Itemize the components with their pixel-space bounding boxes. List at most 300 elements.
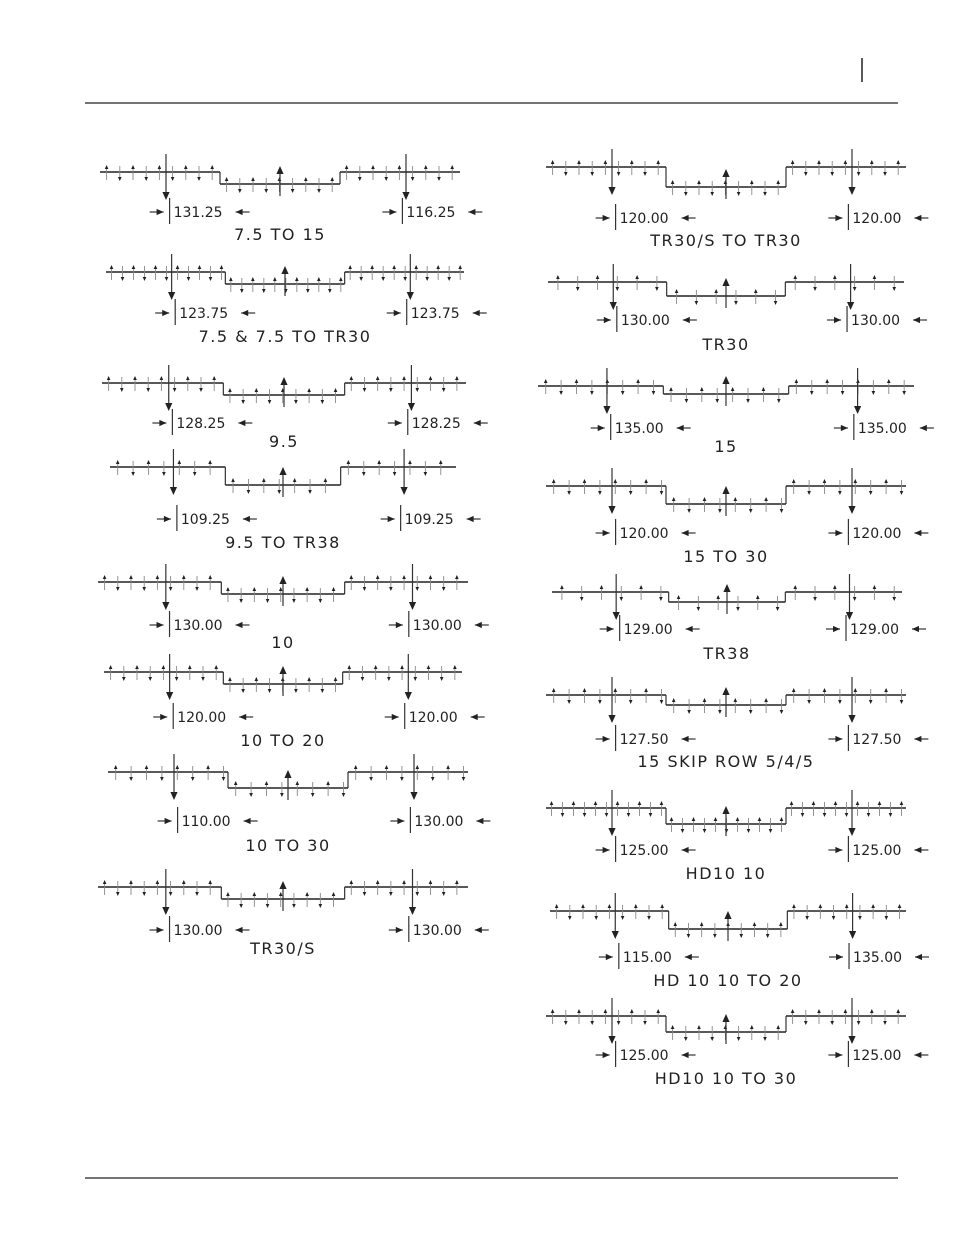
row-unit-tick-left-marker xyxy=(556,275,560,279)
row-unit-tick-right-marker xyxy=(455,575,459,579)
row-unit-tick-left-marker xyxy=(568,916,572,920)
row-unit-tick-right-marker xyxy=(345,165,349,169)
row-unit-tick-left-marker xyxy=(129,777,133,781)
row-unit-tick-center-marker xyxy=(334,677,338,681)
diagrams-layer xyxy=(98,149,934,1088)
right-dimension-arrow-in xyxy=(841,425,848,431)
row-unit-tick-center-marker xyxy=(780,710,784,714)
row-unit-tick-right-marker xyxy=(442,388,446,392)
row-unit-tick-right-marker xyxy=(873,585,877,589)
spacing-diagram xyxy=(546,790,928,883)
row-unit-tick-center-marker xyxy=(239,599,243,603)
row-unit-tick-left-marker xyxy=(171,177,175,181)
row-unit-tick-left-marker xyxy=(620,597,624,601)
left-dimension-arrow-out xyxy=(682,530,689,536)
row-unit-tick-center-marker xyxy=(673,922,677,926)
row-unit-tick-right-marker xyxy=(402,575,406,579)
spacing-diagram xyxy=(110,449,481,552)
row-unit-tick-center-marker xyxy=(776,180,780,184)
row-unit-tick-left-marker xyxy=(551,160,555,164)
row-unit-tick-right-marker xyxy=(830,1021,834,1025)
row-unit-tick-right-marker xyxy=(347,460,351,464)
row-unit-tick-center-marker xyxy=(703,829,707,833)
row-unit-tick-left-marker xyxy=(198,265,202,269)
row-unit-tick-right-marker xyxy=(414,265,418,269)
right-dimension-value: 135.00 xyxy=(857,421,907,437)
row-unit-tick-right-marker xyxy=(858,916,862,920)
row-unit-tick-left-marker xyxy=(132,265,136,269)
row-unit-tick-left-marker xyxy=(107,376,111,380)
diagram-caption: 15 xyxy=(714,437,738,456)
row-unit-tick-right-marker xyxy=(447,277,451,281)
left-dimension-arrow-in xyxy=(598,425,605,431)
row-unit-tick-center-marker xyxy=(697,180,701,184)
row-unit-tick-center-marker xyxy=(247,490,251,494)
row-unit-tick-right-marker xyxy=(363,892,367,896)
hitch-arrow xyxy=(722,278,729,286)
right-dimension-arrow-in xyxy=(389,209,396,215)
row-unit-tick-center-marker xyxy=(753,922,757,926)
right-dimension-arrow-in xyxy=(396,622,403,628)
row-unit-tick-left-marker xyxy=(567,491,571,495)
row-unit-tick-center-marker xyxy=(734,497,738,501)
right-dimension-arrow-in xyxy=(835,847,842,853)
row-unit-tick-center-marker xyxy=(265,781,269,785)
row-unit-tick-right-marker xyxy=(870,1009,874,1013)
row-unit-tick-right-marker xyxy=(896,1009,900,1013)
row-unit-tick-center-marker xyxy=(739,934,743,938)
row-unit-tick-right-marker xyxy=(458,265,462,269)
row-unit-tick-left-marker xyxy=(131,165,135,169)
left-dimension-value: 128.25 xyxy=(176,416,226,432)
row-unit-tick-center-marker xyxy=(780,509,784,513)
row-unit-tick-right-marker xyxy=(807,491,811,495)
row-unit-tick-center-marker xyxy=(317,189,321,193)
row-unit-tick-left-marker xyxy=(173,388,177,392)
row-unit-tick-center-marker xyxy=(305,587,309,591)
right-dimension-arrow-out xyxy=(476,818,483,824)
row-unit-tick-left-marker xyxy=(142,587,146,591)
left-dimension-arrow-in xyxy=(159,420,166,426)
diagram-caption: TR30 xyxy=(702,335,750,354)
row-unit-tick-right-marker xyxy=(853,287,857,291)
row-unit-tick-right-marker xyxy=(857,1021,861,1025)
row-unit-tick-left-marker xyxy=(605,813,609,817)
row-unit-tick-left-marker xyxy=(600,585,604,589)
left-dimension-arrow-in xyxy=(607,626,614,632)
row-unit-tick-center-marker xyxy=(293,478,297,482)
row-unit-tick-left-marker xyxy=(186,376,190,380)
row-unit-tick-left-marker xyxy=(197,177,201,181)
row-unit-tick-center-marker xyxy=(266,599,270,603)
right-dimension-value: 116.25 xyxy=(406,205,456,221)
row-unit-tick-left-marker xyxy=(122,677,126,681)
left-dimension-value: 120.00 xyxy=(619,211,669,227)
row-unit-tick-left-marker xyxy=(158,165,162,169)
row-unit-tick-left-marker xyxy=(116,587,120,591)
row-unit-tick-right-marker xyxy=(431,777,435,781)
row-unit-tick-left-marker xyxy=(195,587,199,591)
right-dimension-arrow-in xyxy=(397,818,404,824)
row-unit-tick-left-marker xyxy=(617,1021,621,1025)
row-unit-tick-left-marker xyxy=(199,388,203,392)
right-marker-arrow xyxy=(405,692,412,700)
right-dimension-arrow-out xyxy=(913,317,920,323)
row-unit-tick-left-marker xyxy=(656,1009,660,1013)
right-dimension-value: 109.25 xyxy=(404,512,454,528)
row-unit-tick-right-marker xyxy=(362,472,366,476)
hitch-arrow xyxy=(722,486,729,494)
row-unit-tick-center-marker xyxy=(332,587,336,591)
hitch-arrow xyxy=(284,770,291,778)
row-unit-tick-left-marker xyxy=(590,391,594,395)
right-dimension-value: 120.00 xyxy=(852,211,902,227)
row-unit-tick-center-marker xyxy=(736,817,740,821)
row-unit-tick-left-marker xyxy=(118,177,122,181)
row-unit-tick-left-marker xyxy=(649,813,653,817)
row-unit-tick-right-marker xyxy=(369,777,373,781)
row-unit-tick-right-marker xyxy=(347,665,351,669)
row-unit-tick-center-marker xyxy=(234,781,238,785)
row-unit-tick-center-marker xyxy=(769,829,773,833)
row-unit-tick-right-marker xyxy=(374,665,378,669)
left-marker-arrow xyxy=(170,487,177,495)
spacing-diagram xyxy=(548,264,927,354)
spacing-diagram xyxy=(546,998,928,1088)
row-unit-tick-center-marker xyxy=(308,490,312,494)
row-unit-tick-center-marker xyxy=(763,192,767,196)
row-unit-tick-right-marker xyxy=(892,597,896,601)
row-unit-tick-right-marker xyxy=(896,160,900,164)
row-unit-tick-left-marker xyxy=(564,172,568,176)
row-unit-tick-right-marker xyxy=(348,265,352,269)
row-unit-tick-right-marker xyxy=(436,265,440,269)
row-unit-tick-left-marker xyxy=(575,379,579,383)
row-unit-tick-left-marker xyxy=(580,597,584,601)
left-marker-arrow xyxy=(612,931,619,939)
left-dimension-arrow-in xyxy=(603,1052,610,1058)
row-unit-tick-center-marker xyxy=(718,710,722,714)
right-dimension-arrow-in xyxy=(834,317,841,323)
diagram-caption: TR38 xyxy=(703,644,751,663)
row-unit-tick-right-marker xyxy=(427,665,431,669)
row-unit-tick-right-marker xyxy=(884,479,888,483)
row-unit-tick-left-marker xyxy=(195,892,199,896)
row-unit-tick-right-marker xyxy=(402,376,406,380)
row-unit-tick-right-marker xyxy=(453,665,457,669)
row-unit-tick-right-marker xyxy=(854,688,858,692)
row-unit-tick-right-marker xyxy=(437,177,441,181)
row-unit-tick-right-marker xyxy=(873,275,877,279)
row-unit-tick-left-marker xyxy=(560,585,564,589)
right-marker-arrow xyxy=(848,828,855,836)
hitch-arrow xyxy=(722,1014,729,1022)
right-marker-arrow xyxy=(402,192,409,200)
left-dimension-arrow-out xyxy=(244,818,251,824)
row-unit-tick-right-marker xyxy=(376,880,380,884)
row-unit-tick-left-marker xyxy=(561,813,565,817)
row-unit-tick-left-marker xyxy=(627,813,631,817)
row-unit-tick-left-marker xyxy=(206,765,210,769)
row-unit-tick-right-marker xyxy=(817,1009,821,1013)
row-unit-tick-center-marker xyxy=(756,595,760,599)
row-unit-tick-left-marker xyxy=(590,172,594,176)
right-dimension-arrow-out xyxy=(475,927,482,933)
hitch-arrow xyxy=(279,576,286,584)
row-unit-tick-right-marker xyxy=(810,391,814,395)
row-unit-tick-center-marker xyxy=(731,387,735,391)
left-marker-arrow xyxy=(608,506,615,514)
hitch-arrow xyxy=(276,166,283,174)
right-marker-arrow xyxy=(849,931,856,939)
row-unit-tick-left-marker xyxy=(208,460,212,464)
right-dimension-arrow-out xyxy=(914,530,921,536)
row-unit-tick-center-marker xyxy=(226,892,230,896)
left-marker-arrow xyxy=(613,612,620,620)
diagram-caption: 9.5 xyxy=(269,432,299,451)
row-unit-tick-right-marker xyxy=(793,585,797,589)
diagram-caption: HD 10 10 TO 20 xyxy=(653,971,803,990)
row-unit-tick-left-marker xyxy=(103,880,107,884)
left-dimension-value: 125.00 xyxy=(619,1048,669,1064)
row-unit-tick-left-marker xyxy=(616,287,620,291)
row-unit-tick-left-marker xyxy=(621,916,625,920)
right-dimension-value: 128.25 xyxy=(411,416,461,432)
diagram-caption: HD10 10 xyxy=(685,864,767,883)
right-marker-arrow xyxy=(848,1036,855,1044)
row-unit-tick-center-marker xyxy=(238,189,242,193)
right-dimension-arrow-out xyxy=(914,736,921,742)
row-unit-tick-center-marker xyxy=(703,497,707,501)
row-unit-tick-center-marker xyxy=(700,922,704,926)
row-unit-tick-center-marker xyxy=(251,277,255,281)
spacing-diagram xyxy=(550,893,929,990)
row-unit-tick-right-marker xyxy=(429,880,433,884)
row-unit-tick-left-marker xyxy=(594,801,598,805)
right-dimension-arrow-out xyxy=(914,215,921,221)
row-unit-tick-left-marker xyxy=(552,479,556,483)
row-unit-tick-center-marker xyxy=(342,793,346,797)
row-unit-tick-right-marker xyxy=(791,1009,795,1013)
row-unit-tick-left-marker xyxy=(564,1021,568,1025)
left-dimension-arrow-in xyxy=(157,622,164,628)
row-unit-tick-left-marker xyxy=(182,880,186,884)
left-dimension-value: 129.00 xyxy=(623,622,673,638)
row-unit-tick-left-marker xyxy=(590,1021,594,1025)
row-unit-tick-right-marker xyxy=(363,587,367,591)
row-unit-tick-center-marker xyxy=(279,892,283,896)
row-unit-tick-right-marker xyxy=(384,177,388,181)
row-unit-tick-center-marker xyxy=(319,904,323,908)
row-unit-tick-left-marker xyxy=(583,688,587,692)
right-dimension-arrow-out xyxy=(920,425,927,431)
left-dimension-arrow-out xyxy=(238,420,245,426)
row-unit-tick-right-marker xyxy=(844,1009,848,1013)
row-unit-tick-left-marker xyxy=(639,585,643,589)
row-unit-tick-left-marker xyxy=(210,165,214,169)
row-unit-tick-center-marker xyxy=(700,387,704,391)
row-unit-tick-center-marker xyxy=(736,607,740,611)
row-unit-tick-left-marker xyxy=(617,172,621,176)
hitch-arrow xyxy=(280,377,287,385)
row-unit-tick-right-marker xyxy=(819,904,823,908)
left-marker-arrow xyxy=(170,792,177,800)
diagram-caption: 10 xyxy=(271,633,295,652)
left-marker-arrow xyxy=(610,302,617,310)
right-dimension-arrow-in xyxy=(392,714,399,720)
row-unit-tick-left-marker xyxy=(652,391,656,395)
left-dimension-arrow-in xyxy=(164,516,171,522)
row-unit-tick-left-marker xyxy=(614,479,618,483)
row-unit-tick-center-marker xyxy=(714,289,718,293)
right-dimension-arrow-out xyxy=(468,209,475,215)
row-unit-tick-right-marker xyxy=(429,575,433,579)
row-unit-tick-right-marker xyxy=(841,391,845,395)
row-unit-tick-right-marker xyxy=(869,700,873,704)
row-unit-tick-right-marker xyxy=(883,172,887,176)
row-unit-tick-center-marker xyxy=(697,1025,701,1029)
row-unit-tick-right-marker xyxy=(823,813,827,817)
row-unit-tick-left-marker xyxy=(220,265,224,269)
row-unit-tick-right-marker xyxy=(429,376,433,380)
row-unit-tick-right-marker xyxy=(823,688,827,692)
row-unit-tick-right-marker xyxy=(455,880,459,884)
row-unit-tick-right-marker xyxy=(354,765,358,769)
right-marker-arrow xyxy=(410,792,417,800)
row-unit-tick-center-marker xyxy=(255,388,259,392)
left-marker-arrow xyxy=(608,715,615,723)
row-unit-tick-left-marker xyxy=(643,172,647,176)
left-dimension-arrow-in xyxy=(604,317,611,323)
right-dimension-arrow-out xyxy=(467,516,474,522)
row-unit-tick-right-marker xyxy=(792,904,796,908)
row-unit-tick-right-marker xyxy=(830,172,834,176)
row-unit-tick-left-marker xyxy=(555,904,559,908)
row-unit-tick-center-marker xyxy=(307,677,311,681)
row-unit-tick-right-marker xyxy=(371,165,375,169)
right-dimension-value: 130.00 xyxy=(414,814,464,830)
right-marker-arrow xyxy=(409,907,416,915)
row-unit-tick-left-marker xyxy=(544,379,548,383)
left-dimension-arrow-out xyxy=(243,516,250,522)
row-unit-tick-right-marker xyxy=(400,665,404,669)
row-unit-tick-center-marker xyxy=(294,689,298,693)
row-unit-tick-right-marker xyxy=(791,160,795,164)
left-dimension-value: 109.25 xyxy=(180,512,230,528)
row-unit-tick-left-marker xyxy=(175,677,179,681)
spacing-diagram xyxy=(102,365,488,451)
row-unit-tick-left-marker xyxy=(604,1009,608,1013)
row-unit-tick-right-marker xyxy=(900,700,904,704)
row-unit-tick-right-marker xyxy=(805,916,809,920)
left-dimension-value: 110.00 xyxy=(181,814,231,830)
row-unit-tick-center-marker xyxy=(677,595,681,599)
row-unit-tick-right-marker xyxy=(358,177,362,181)
row-unit-tick-right-marker xyxy=(813,287,817,291)
row-unit-tick-left-marker xyxy=(577,1009,581,1013)
row-unit-tick-right-marker xyxy=(440,677,444,681)
row-unit-tick-right-marker xyxy=(845,813,849,817)
right-marker-arrow xyxy=(409,602,416,610)
row-unit-tick-left-marker xyxy=(660,700,664,704)
row-unit-tick-right-marker xyxy=(349,575,353,579)
spacing-diagram xyxy=(108,754,490,855)
left-dimension-arrow-out xyxy=(685,954,692,960)
row-unit-tick-center-marker xyxy=(241,689,245,693)
row-unit-tick-center-marker xyxy=(239,904,243,908)
right-dimension-value: 135.00 xyxy=(853,950,903,966)
row-unit-tick-center-marker xyxy=(266,904,270,908)
row-unit-tick-center-marker xyxy=(749,509,753,513)
row-unit-tick-right-marker xyxy=(370,265,374,269)
row-unit-tick-center-marker xyxy=(777,399,781,403)
row-unit-tick-right-marker xyxy=(801,813,805,817)
row-unit-tick-center-marker xyxy=(319,599,323,603)
left-dimension-arrow-in xyxy=(603,847,610,853)
row-unit-tick-center-marker xyxy=(747,829,751,833)
row-unit-tick-center-marker xyxy=(268,689,272,693)
row-unit-tick-center-marker xyxy=(766,934,770,938)
row-unit-tick-right-marker xyxy=(439,460,443,464)
row-unit-tick-left-marker xyxy=(643,1021,647,1025)
row-unit-tick-right-marker xyxy=(403,277,407,281)
spacing-diagram xyxy=(546,677,928,771)
row-unit-tick-left-marker xyxy=(116,460,120,464)
row-unit-tick-left-marker xyxy=(148,677,152,681)
row-unit-tick-left-marker xyxy=(212,376,216,380)
row-unit-tick-center-marker xyxy=(279,587,283,591)
row-unit-tick-center-marker xyxy=(687,934,691,938)
row-unit-tick-center-marker xyxy=(228,388,232,392)
row-unit-tick-center-marker xyxy=(262,289,266,293)
row-unit-tick-center-marker xyxy=(750,180,754,184)
right-dimension-value: 130.00 xyxy=(412,923,462,939)
row-unit-tick-center-marker xyxy=(324,478,328,482)
row-unit-tick-left-marker xyxy=(131,472,135,476)
row-unit-tick-left-marker xyxy=(109,665,113,669)
row-unit-tick-left-marker xyxy=(129,880,133,884)
row-unit-tick-center-marker xyxy=(255,677,259,681)
row-unit-tick-center-marker xyxy=(776,1025,780,1029)
right-dimension-arrow-out xyxy=(914,1052,921,1058)
right-dimension-arrow-out xyxy=(912,626,919,632)
left-marker-arrow xyxy=(162,907,169,915)
left-dimension-arrow-in xyxy=(162,310,169,316)
row-unit-tick-center-marker xyxy=(294,400,298,404)
row-unit-tick-left-marker xyxy=(567,700,571,704)
row-unit-tick-center-marker xyxy=(715,399,719,403)
row-unit-tick-center-marker xyxy=(311,793,315,797)
row-unit-tick-right-marker xyxy=(902,391,906,395)
row-unit-tick-left-marker xyxy=(647,916,651,920)
row-unit-tick-right-marker xyxy=(804,1021,808,1025)
row-unit-tick-center-marker xyxy=(734,301,738,305)
row-unit-tick-left-marker xyxy=(577,160,581,164)
row-unit-tick-right-marker xyxy=(455,376,459,380)
right-marker-arrow xyxy=(848,506,855,514)
row-unit-tick-right-marker xyxy=(838,491,842,495)
right-dimension-arrow-in xyxy=(835,1052,842,1058)
row-unit-tick-center-marker xyxy=(695,301,699,305)
row-unit-tick-left-marker xyxy=(660,491,664,495)
row-unit-tick-center-marker xyxy=(296,781,300,785)
left-dimension-arrow-out xyxy=(239,714,246,720)
left-marker-arrow xyxy=(603,406,610,414)
row-unit-tick-right-marker xyxy=(883,1021,887,1025)
row-unit-tick-center-marker xyxy=(321,689,325,693)
right-dimension-arrow-in xyxy=(835,530,842,536)
left-dimension-arrow-in xyxy=(157,927,164,933)
